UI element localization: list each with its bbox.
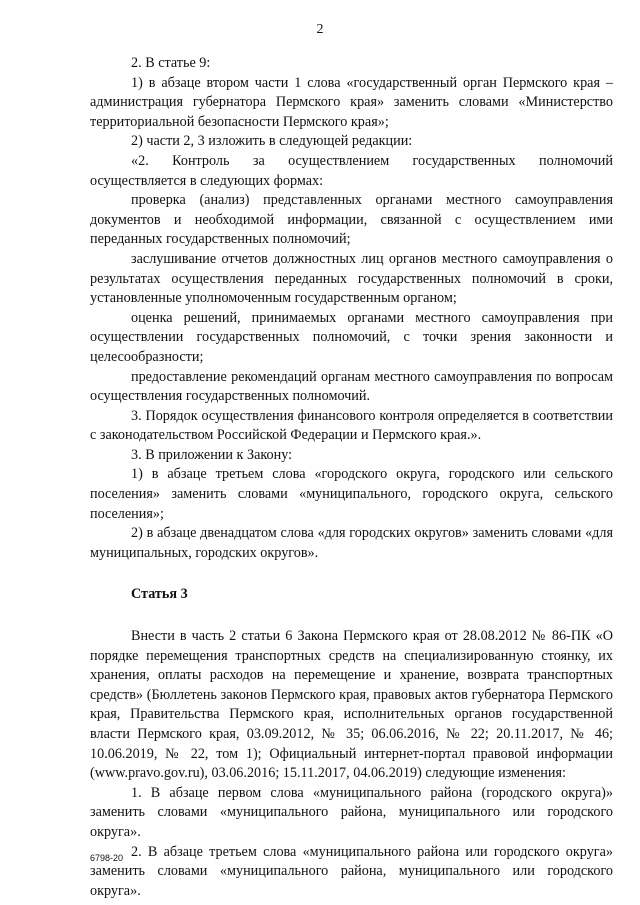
paragraph: 1) в абзаце втором части 1 слова «государственный орган Пермского края – администрация губернатора Пермского края» заменить словами «Министерство территориальной безопасности Пермского края»; — [90, 74, 613, 130]
paragraph: Внести в часть 2 статьи 6 Закона Пермского края от 28.08.2012 № 86-ПК «О порядке перемещения транспортных средств на специализированную стоянку, их хранения, оплаты расходов на перемещение и хранение, возврата транспортных средств» (Бюллетень законов Пермского края, правовых актов губернатора Пермского края, Правительства Пермского края, исполнительных органов государственной власти Пермского края, 03.09.2012, № 35; 06.06.2016, № 22; 20.11.2017, № 46; 10.06.2019, № 22, том 1); Официальный интернет-портал правовой информации (www.pravo.gov.ru), 03.06.2016; 15.11.2017, 04.06.2019) следующие изменения: — [90, 628, 613, 782]
paragraph: заслушивание отчетов должностных лиц органов местного самоуправления о результатах осуществления переданных государственных полномочий в сроки, установленные уполномоченным государственным органом; — [90, 250, 613, 307]
paragraph: 2. В абзаце третьем слова «муниципального района или городского округа» заменить словами «муниципального района, муниципального или городского округа». — [90, 843, 613, 899]
paragraph: 2. В статье 9: — [131, 55, 211, 71]
paragraph: 3. В приложении к Закону: — [131, 446, 293, 463]
paragraph: 1. В абзаце первом слова «муниципального района (городского округа)» заменить словами «муниципального района, муниципального или городского округа». — [90, 784, 613, 840]
paragraph: 2) части 2, 3 изложить в следующей редакции: — [131, 133, 413, 150]
document-body — [90, 54, 613, 901]
paragraph: оценка решений, принимаемых органами местного самоуправления при осуществлении государственных полномочий, с точки зрения законности и целесообразности; — [90, 309, 613, 365]
document-code: 6798-20 — [90, 853, 124, 863]
paragraph: 2) в абзаце двенадцатом слова «для городских округов» заменить словами «для муниципальных, городских округов». — [90, 525, 613, 561]
paragraph: предоставление рекомендаций органам местного самоуправления по вопросам осуществления государственных полномочий. — [90, 368, 613, 405]
paragraph: проверка (анализ) представленных органами местного самоуправления документов и необходимой информации, связанной с осуществлением ими переданных государственных полномочий; — [90, 192, 613, 248]
paragraph: 3. Порядок осуществления финансового контроля определяется в соответствии с законодательством Российской Федерации и Пермского края.». — [90, 407, 613, 444]
section-heading: Статья 3 — [131, 586, 188, 603]
paragraph: «2. Контроль за осуществлением государственных полномочий осуществляется в следующих формах: — [90, 152, 613, 189]
page-number: 2 — [316, 22, 324, 37]
paragraph: 1) в абзаце третьем слова «городского округа, городского или сельского поселения» заменить словами «муниципального, городского округа, сельского поселения»; — [90, 466, 613, 522]
